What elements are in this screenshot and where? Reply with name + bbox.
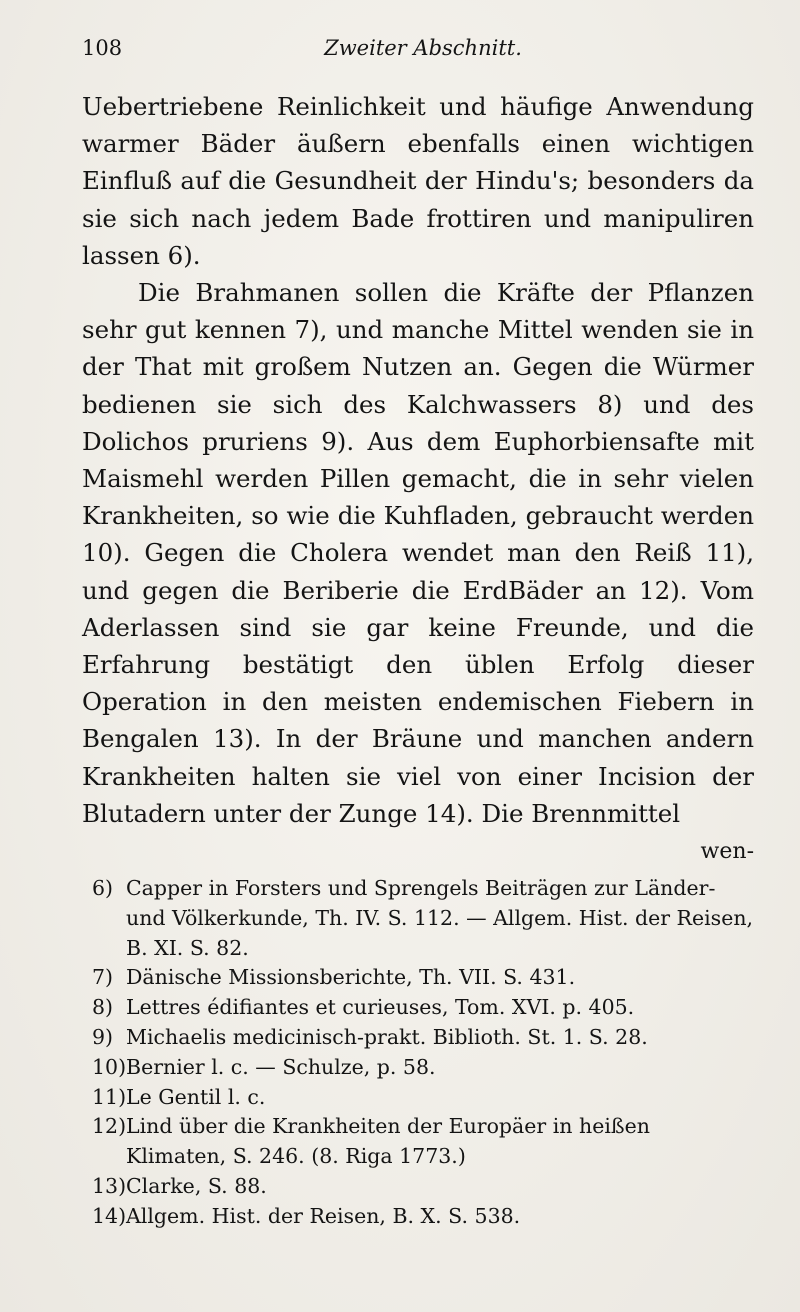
footnote-text: Lettres édifiantes et curieuses, Tom. XVI. p. 405. <box>126 995 635 1020</box>
footnote <box>92 874 754 963</box>
footnote-text: Allgem. Hist. der Reisen, B. X. S. 538. <box>126 1203 521 1228</box>
page-header <box>82 36 754 70</box>
footnote <box>92 1083 754 1113</box>
footnote-text: Bernier l. c. — Schulze, p. 58. <box>126 1054 436 1079</box>
footnote-text: Capper in Forsters und Sprengels Beiträgen zur Länder- und Völkerkunde, Th. IV. S. 112. — Allgem. Hist. der Reisen, B. XI. S. 82. <box>126 876 754 960</box>
footnote-number: 13) <box>92 1174 127 1199</box>
footnote-number: 8) <box>92 995 114 1020</box>
main-text <box>82 88 754 866</box>
footnote-text: Lind über die Krankheiten der Europäer in heißen Klimaten, S. 246. (8. Riga 1773.) <box>126 1114 650 1169</box>
footnote <box>92 1053 754 1083</box>
footnote-text: Michaelis medicinisch-prakt. Biblioth. St. 1. S. 28. <box>126 1025 648 1050</box>
footnote-number: 7) <box>92 965 114 990</box>
footnote-number: 9) <box>92 1025 114 1050</box>
footnote-number: 6) <box>92 876 114 901</box>
footnotes <box>82 874 754 1232</box>
footnote-number: 10) <box>92 1054 127 1079</box>
footnote-text: Clarke, S. 88. <box>126 1174 267 1199</box>
footnote <box>92 1172 754 1202</box>
paragraph: Uebertriebene Reinlichkeit und häufige Anwendung warmer Bäder äußern ebenfalls einen wichtigen Einfluß auf die Gesundheit der Hindu's; besonders da sie sich nach jedem Bade frottiren und manipuliren lassen 6). <box>82 92 754 270</box>
footnote-number: 12) <box>92 1114 127 1139</box>
footnote-text: Le Gentil l. c. <box>126 1084 266 1109</box>
footnote <box>92 993 754 1023</box>
paragraph: Die Brahmanen sollen die Kräfte der Pflanzen sehr gut kennen 7), und manche Mittel wenden sie in der That mit großem Nutzen an. Gegen die Würmer bedienen sie sich des Kalchwassers 8) und des Dolichos pruriens 9). Aus dem Euphorbiensafte mit Maismehl werden Pillen gemacht, die in sehr vielen Krankheiten, so wie die Kuhfladen, gebraucht werden 10). Gegen die Cholera wendet man den Reiß 11), und gegen die Beriberie die ErdBäder an 12). Vom Aderlassen sind sie gar keine Freunde, und die Erfahrung bestätigt den üblen Erfolg dieser Operation in den meisten endemischen Fiebern in Bengalen 13). In der Bräune und manchen andern Krankheiten halten sie viel von einer Incision der Blutadern unter der Zunge 14). Die Brennmittel <box>82 278 754 828</box>
footnote <box>92 963 754 993</box>
footnote-text: Dänische Missionsberichte, Th. VII. S. 431. <box>126 965 576 990</box>
running-title: Zweiter Abschnitt. <box>324 36 522 60</box>
catchword: wen- <box>700 839 754 865</box>
footnote <box>92 1112 754 1172</box>
footnote <box>92 1023 754 1053</box>
footnote-number: 11) <box>92 1084 127 1109</box>
page-number: 108 <box>82 36 123 60</box>
footnote-number: 14) <box>92 1203 127 1228</box>
footnote <box>92 1202 754 1232</box>
